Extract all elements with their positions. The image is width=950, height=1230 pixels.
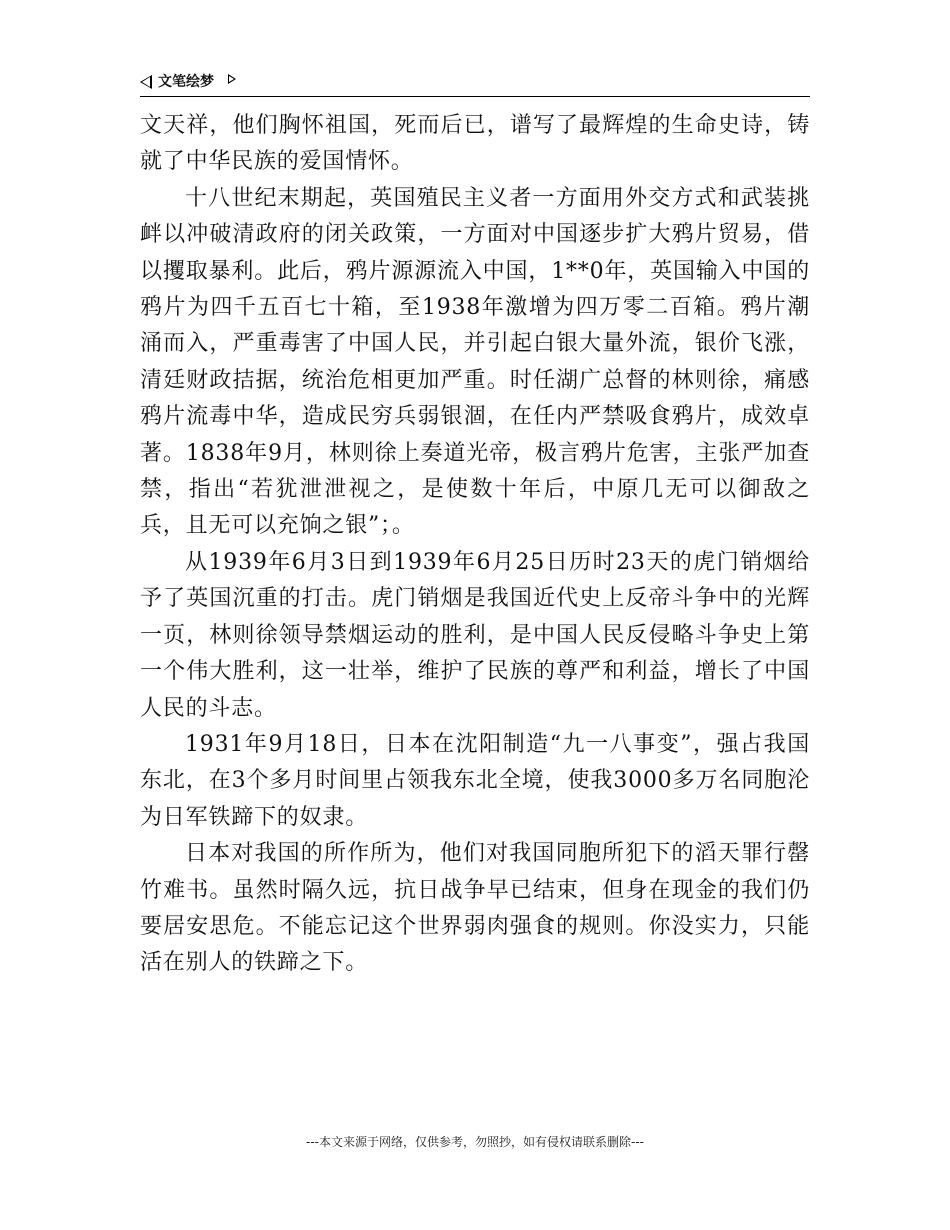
page-header xyxy=(140,72,810,97)
paragraph-opium-history: 十八世纪末期起，英国殖民主义者一方面用外交方式和武装挑衅以冲破清政府的闭关政策，一方面对中国逐步扩大鸦片贸易，借以攫取暴利。此后，鸦片源源流入中国，1**0年，英国输入中国的鸦片为四千五百七十箱，至1938年激增为四万零二百箱。鸦片潮涌而入，严重毒害了中国人民，并引起白银大量外流，银价飞涨，清廷财政拮据，统治危相更加严重。时任湖广总督的林则徐，痛感鸦片流毒中华，造成民穷兵弱银涸，在任内严禁吸食鸦片，成效卓著。1838年9月，林则徐上奏道光帝，极言鸦片危害，主张严加查禁，指出“若犹泄泄视之，是使数十年后，中原几无可以御敌之兵，且无可以充饷之银”；。 xyxy=(140,185,810,539)
paragraph-reflection: 日本对我国的所作所为，他们对我国同胞所犯下的滔天罪行罄竹难书。虽然时隔久远，抗日战争早已结束，但身在现金的我们仍要居安思危。不能忘记这个世界弱肉强食的规则。你没实力，只能活在别人的铁蹄之下。 xyxy=(140,841,810,976)
page-footer: ---本文来源于网络，仅供参考，勿照抄，如有侵权请联系删除--- xyxy=(306,1135,644,1149)
paragraph-mukden-incident: 1931年9月18日，日本在沈阳制造“九一八事变”，强占我国东北，在3个多月时间里占领我东北全境，使我3000多万名同胞沦为日军铁蹄下的奴隶。 xyxy=(140,731,810,830)
paragraph-continuation: 文天祥，他们胸怀祖国，死而后已，谱写了最辉煌的生命史诗，铸就了中华民族的爱国情怀。 xyxy=(140,113,810,175)
header-title: 文笔绘梦 xyxy=(158,74,214,90)
paragraph-humen: 从1939年6月3日到1939年6月25日历时23天的虎门销烟给予了英国沉重的打击。虎门销烟是我国近代史上反帝斗争中的光辉一页，林则徐领导禁烟运动的胜利，是中国人民反侵略斗争史上第一个伟大胜利，这一壮举，维护了民族的尊严和利益，增长了中国人民的斗志。 xyxy=(140,549,810,721)
triangle-right-icon xyxy=(228,74,236,84)
triangle-left-icon xyxy=(140,75,152,89)
document-body xyxy=(140,108,810,982)
